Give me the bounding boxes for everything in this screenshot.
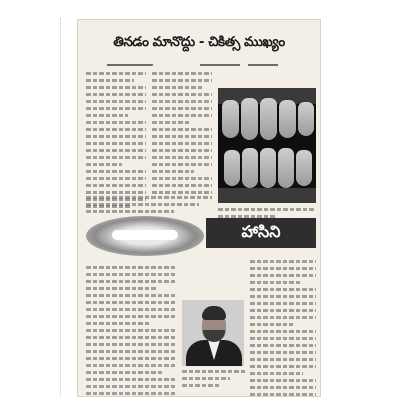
teeth-photo xyxy=(218,88,316,203)
smile-teeth xyxy=(112,230,178,240)
handwritten-dateline xyxy=(108,56,298,66)
lower-gum xyxy=(218,188,316,203)
newspaper-clipping xyxy=(78,20,320,396)
handwritten-date-digits xyxy=(248,56,278,66)
column-1-text xyxy=(86,72,146,212)
column-3-lower-text xyxy=(250,260,316,396)
column-1-lower-text xyxy=(86,266,176,396)
column-1-continued xyxy=(86,196,212,217)
section-banner xyxy=(206,218,316,248)
article-title: తినడం మానొద్దు - చికిత్స ముఖ్యం xyxy=(113,34,285,50)
publication-scrawl xyxy=(107,58,156,66)
handwritten-date xyxy=(200,56,240,66)
banner-text: హాసిని xyxy=(241,221,281,241)
doctor-portrait xyxy=(182,300,244,366)
previous-page-margin xyxy=(60,18,67,396)
portrait-caption xyxy=(182,370,246,391)
column-2-text xyxy=(152,72,212,198)
